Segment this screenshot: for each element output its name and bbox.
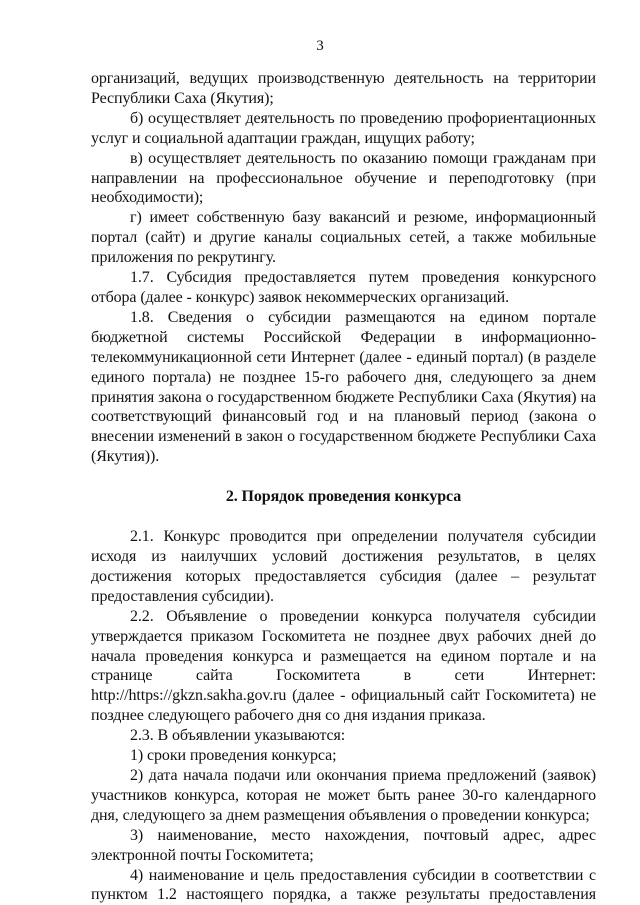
paragraph: 2.1. Конкурс проводится при определении получателя субсидии исходя из наилучших условий достижения результатов, в целях достижения которых предоставляется субсидия (далее – результат предоставления субсидии). [91, 528, 596, 605]
paragraph: 4) наименование и цель предоставления субсидии в соответствии с пунктом 1.2 настоящего порядка, а также результаты предоставления [91, 866, 596, 904]
section-heading: 2. Порядок проведения конкурса [225, 488, 462, 506]
paragraph: 2) дата начала подачи или окончания приема предложений (заявок) участников конкурса, которая не может быть ранее 30-го календарного дня, следующего за днем размещения объявления о проведении конкурса; [91, 767, 596, 824]
paragraph: организаций, ведущих производственную деятельность на территории Республики Саха (Якутия); [91, 70, 596, 107]
paragraph: 1.7. Субсидия предоставляется путем проведения конкурсного отбора (далее - конкурс) заявок некоммерческих организаций. [91, 269, 596, 306]
paragraph: 1.8. Сведения о субсидии размещаются на едином портале бюджетной системы Российской Федерации в информационно-телекоммуникационной сети Интернет (далее - единый портал) (в разделе единого портала) не позднее 15-го рабочего дня, следующего за днем принятия закона о государственном бюджете Республики Саха (Якутия) на соответствующий финансовый год и на плановый период (закона о внесении изменений в закон о государственном бюджете Республики Саха (Якутия)). [91, 308, 596, 466]
paragraph: г) имеет собственную базу вакансий и резюме, информационный портал (сайт) и другие каналы социальных сетей, а также мобильные приложения по рекрутингу. [91, 209, 596, 267]
paragraph: б) осуществляет деятельность по проведению профориентационных услуг и социальной адаптации граждан, ищущих работу; [91, 109, 596, 147]
paragraph: 1) сроки проведения конкурса; [130, 747, 337, 765]
paragraph: 3) наименование, место нахождения, почтовый адрес, адрес электронной почты Госкомитета; [91, 826, 596, 864]
paragraph: 2.3. В объявлении указываются: [130, 727, 346, 745]
paragraph: 2.2. Объявление о проведении конкурса получателя субсидии утверждается приказом Госкомитета не позднее двух рабочих дней до начала проведения конкурса и размещается на едином портале и на странице сайта Госкомитета в сети Интернет: http://https://gkzn.sakha.gov.ru (далее - официальный сайт Госкомитета) не позднее следующего рабочего дня со дня издания приказа. [91, 607, 596, 725]
page-number: 3 [316, 38, 324, 54]
paragraph: в) осуществляет деятельность по оказанию помощи гражданам при направлении на профессиональное обучение и переподготовку (при необходимости); [91, 149, 596, 207]
document-body [91, 69, 596, 905]
